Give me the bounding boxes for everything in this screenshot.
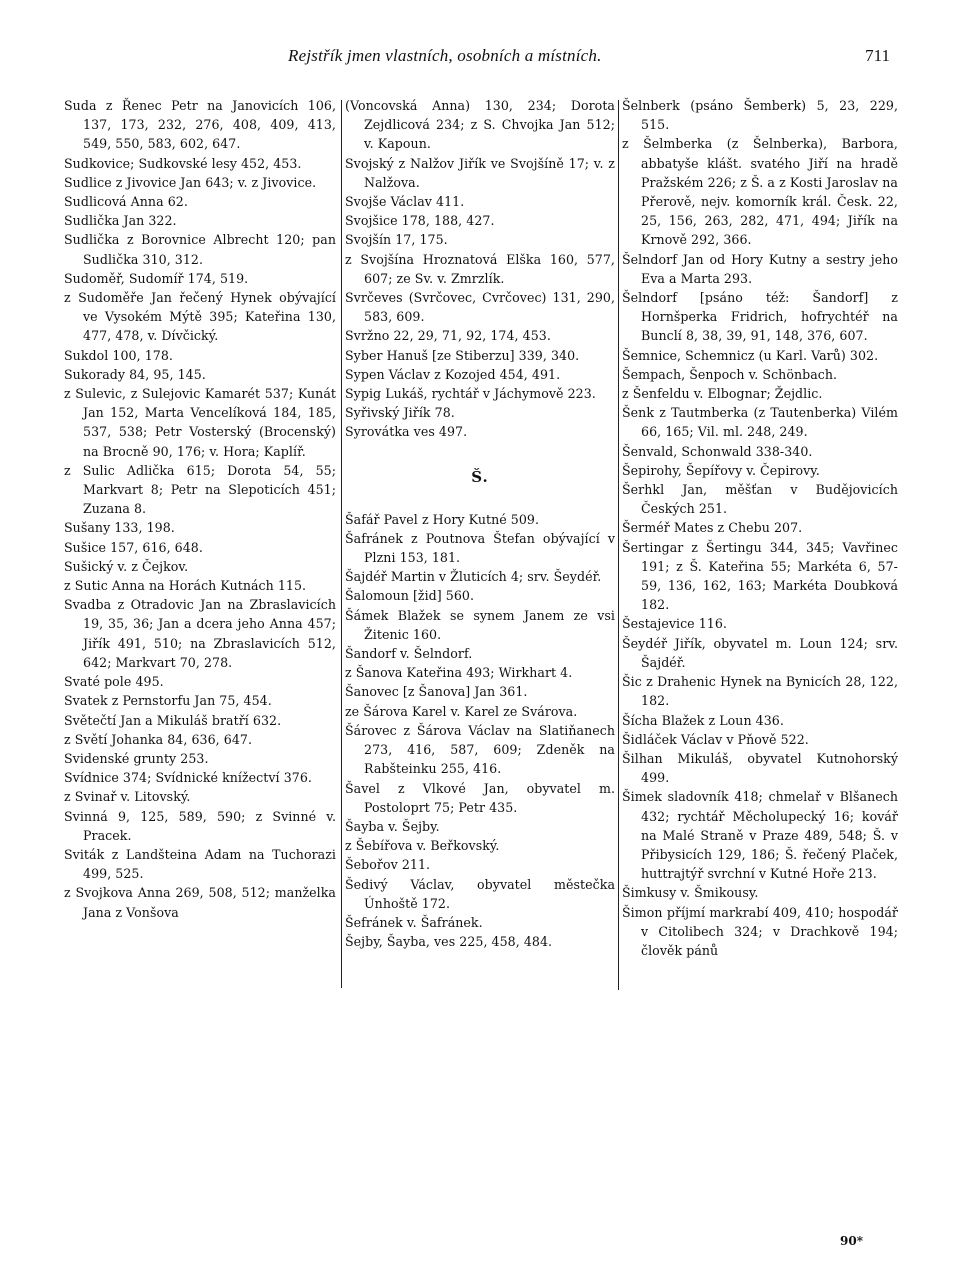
index-entry: Svadba z Otradovic Jan na Zbraslavicích 19, 35, 36; Jan a dcera jeho Anna 457; Jiřík 491, 510; na Zbraslavicích 512, 642; Markvart 70, 278. [64, 597, 336, 670]
printer-signature: 90* [840, 1234, 863, 1248]
index-entry: Šayba v. Šejby. [345, 818, 440, 834]
index-entry: Šenk z Tautmberka (z Tautenberka) Vilém 66, 165; Vil. ml. 248, 249. [622, 405, 898, 440]
index-entry: Sušický v. z Čejkov. [64, 558, 189, 574]
index-entry: Sviták z Landšteina Adam na Tuchorazi 499, 525. [64, 846, 336, 882]
section-letter: Š. [471, 467, 489, 486]
index-entry: z Šenfeldu v. Elbognar; Žejdlic. [622, 386, 823, 402]
index-entry: Šárovec z Šárova Václav na Slatiňanech 273, 416, 587, 609; Zdeněk na Rabšteinku 255, 416. [345, 722, 615, 777]
index-entry: Sudlice z Jivovice Jan 643; v. z Jivovice. [64, 174, 317, 190]
index-entry: Šelnberk (psáno Šemberk) 5, 23, 229, 515. [622, 98, 898, 133]
index-entry: z Šebířova v. Beřkovský. [345, 838, 500, 854]
index-entry: Svídnice 374; Svídnické knížectví 376. [64, 770, 312, 786]
index-entry: Svojšice 178, 188, 427. [345, 213, 495, 229]
index-entry: z Šanova Kateřina 493; Wirkhart 4. [345, 665, 573, 681]
index-entry: z Sulevic, z Sulejovic Kamarét 537; Kunát Jan 152, Marta Vencelíková 184, 185, 537, 538; Petr Vosterský (Brocenský) na Brocně 90, 176; v. Hora; Kaplíř. [64, 386, 336, 459]
index-entry: Šerhkl Jan, měšťan v Budějovicích Českých 251. [622, 482, 898, 517]
page-number: 711 [865, 46, 890, 65]
index-entry: z Svojšína Hroznatová Elška 160, 577, 607; ze Sv. v. Zmrzlík. [345, 251, 615, 286]
index-entry: Sukdol 100, 178. [64, 347, 173, 363]
index-entry: Šic z Drahenic Hynek na Bynicích 28, 122, 182. [622, 674, 898, 709]
index-entry: z Sulic Adlička 615; Dorota 54, 55; Markvart 8; Petr na Slepoticích 451; Zuzana 8. [64, 462, 336, 517]
index-entry: Světečtí Jan a Mikuláš bratří 632. [64, 712, 282, 728]
index-entry: z Šelmberka (z Šelnberka), Barbora, abbatyše klášt. svatého Jiří na hradě Pražském 226; z Š. a z Kosti Jaroslav na Přerově, nejv. komorník král. Česk. 22, 25, 156, 263, 282, 471, 494; Jiřík na Krnově 292, 366. [622, 136, 898, 248]
index-entry: Šajdéř Martin v Žluticích 4; srv. Šeydéř. [345, 569, 602, 585]
header-title: Rejstřík jmen vlastních, osobních a místních. [288, 46, 602, 65]
index-entry: Šebořov 211. [345, 857, 431, 873]
index-entry: Šidláček Václav v Pňově 522. [622, 731, 809, 747]
index-entry: Svidenské grunty 253. [64, 750, 209, 766]
index-entry: Svojše Václav 411. [345, 194, 465, 210]
index-entry: Svržno 22, 29, 71, 92, 174, 453. [345, 328, 551, 344]
index-entry: (Voncovská Anna) 130, 234; Dorota Zejdlicová 234; z S. Chvojka Jan 512; v. Kapoun. [345, 98, 615, 152]
index-entry: Šimek sladovník 418; chmelař v Blšanech 432; rychtář Měcholupecký 16; kovář na Malé Straně v Praze 489, 548; Š. v Přibysicích 129, 186; Š. řečený Plaček, huttrajtýř svrchní v Kutné Hoře 213. [622, 789, 898, 882]
index-entry: Šelndorf [psáno též: Šandorf] z Hornšperka Fridrich, hofrychtéř na Bunclí 8, 38, 39, 91, 148, 376, 607. [622, 290, 898, 344]
index-entry: Sudoměř, Sudomíř 174, 519. [64, 270, 249, 286]
index-entry: Šeydéř Jiřík, obyvatel m. Loun 124; srv. Šajdéř. [622, 635, 898, 670]
index-entry: Šerméř Mates z Chebu 207. [622, 520, 803, 536]
index-entry: Šafář Pavel z Hory Kutné 509. [345, 511, 540, 527]
right-column [622, 96, 898, 960]
index-entry: Svinná 9, 125, 589, 590; z Svinné v. Pracek. [64, 808, 336, 843]
index-entry: Sušice 157, 616, 648. [64, 539, 203, 555]
middle-column-sh-entries [345, 510, 615, 952]
index-entry: z Světí Johanka 84, 636, 647. [64, 731, 252, 747]
index-entry: Šemnice, Schemnicz (u Karl. Varů) 302. [622, 347, 879, 363]
index-entry: Sukorady 84, 95, 145. [64, 366, 206, 382]
index-entry: Šimkusy v. Šmikousy. [622, 885, 759, 901]
index-entry: Svrčeves (Svrčovec, Cvrčovec) 131, 290, 583, 609. [345, 290, 615, 325]
index-entry: Svojšín 17, 175. [345, 232, 448, 248]
index-columns [64, 96, 898, 1226]
index-entry: Sudlička Jan 322. [64, 213, 177, 229]
index-entry: Sudkovice; Sudkovské lesy 452, 453. [64, 155, 302, 171]
index-entry: Šilhan Mikuláš, obyvatel Kutnohorský 499. [622, 750, 898, 786]
index-entry: Šandorf v. Šelndorf. [345, 646, 473, 662]
index-entry: Šanovec [z Šanova] Jan 361. [345, 684, 528, 700]
index-entry: Šícha Blažek z Loun 436. [622, 712, 784, 728]
column-divider [618, 100, 619, 990]
index-entry: Šalomoun [žid] 560. [345, 588, 475, 604]
middle-column-s-entries [345, 96, 615, 442]
index-entry: Syber Hanuš [ze Stiberzu] 339, 340. [345, 347, 580, 363]
index-entry: Svatek z Pernstorfu Jan 75, 454. [64, 693, 272, 709]
index-entry: Syrovátka ves 497. [345, 424, 468, 440]
left-column [64, 96, 336, 922]
index-entry: Šavel z Vlkové Jan, obyvatel m. Postoloprt 75; Petr 435. [345, 780, 615, 815]
index-entry: Šertingar z Šertingu 344, 345; Vavřinec 191; z Š. Kateřina 55; Markéta 6, 57-59, 136, 162, 163; Markéta Doubková 182. [622, 539, 898, 613]
running-header [60, 46, 890, 76]
index-entry: Sudlička z Borovnice Albrecht 120; pan Sudlička 310, 312. [64, 232, 336, 267]
index-entry: Šepirohy, Šepířovy v. Čepirovy. [622, 462, 820, 478]
index-entry: Šenvald, Schonwald 338-340. [622, 443, 813, 459]
column-divider [341, 100, 342, 988]
index-entry: Sušany 133, 198. [64, 520, 175, 536]
index-entry: Suda z Řenec Petr na Janovicích 106, 137, 173, 232, 276, 408, 409, 413, 549, 550, 583, 602, 647. [64, 98, 336, 152]
index-entry: ze Šárova Karel v. Karel ze Svárova. [345, 703, 578, 719]
index-entry: Šelndorf Jan od Hory Kutny a sestry jeho Eva a Marta 293. [622, 251, 898, 286]
index-entry: z Svinař v. Litovský. [64, 789, 191, 805]
index-entry: Šimon příjmí markrabí 409, 410; hospodář v Citolibech 324; v Drachkově 194; člověk pánů [622, 904, 898, 958]
index-entry: z Sutic Anna na Horách Kutnách 115. [64, 578, 307, 594]
index-entry: Sudlicová Anna 62. [64, 194, 188, 210]
index-entry: Šafránek z Poutnova Štefan obývající v Plzni 153, 181. [345, 530, 615, 566]
index-entry: Šefránek v. Šafránek. [345, 914, 483, 930]
index-entry: Šempach, Šenpoch v. Schönbach. [622, 366, 838, 382]
index-entry: Šámek Blažek se synem Janem ze vsi Žitenic 160. [345, 607, 615, 642]
index-entry: Sypig Lukáš, rychtář v Jáchymově 223. [345, 386, 596, 402]
middle-column [345, 96, 615, 951]
index-entry: Svaté pole 495. [64, 674, 164, 690]
index-entry: z Sudoměře Jan řečený Hynek obývající ve Vysokém Mýtě 395; Kateřina 130, 477, 478, v. Dívčický. [64, 290, 336, 344]
index-entry: Svojský z Nalžov Jiřík ve Svojšíně 17; v. z Nalžova. [345, 155, 615, 190]
index-entry: Šestajevice 116. [622, 616, 727, 632]
index-entry: Sypen Václav z Kozojed 454, 491. [345, 366, 561, 382]
index-entry: Syřivský Jiřík 78. [345, 405, 455, 421]
index-entry: Šedivý Václav, obyvatel městečka Únhoště 172. [345, 876, 615, 911]
index-entry: Šejby, Šayba, ves 225, 458, 484. [345, 934, 553, 950]
index-entry: z Svojkova Anna 269, 508, 512; manželka Jana z Vonšova [64, 885, 336, 920]
